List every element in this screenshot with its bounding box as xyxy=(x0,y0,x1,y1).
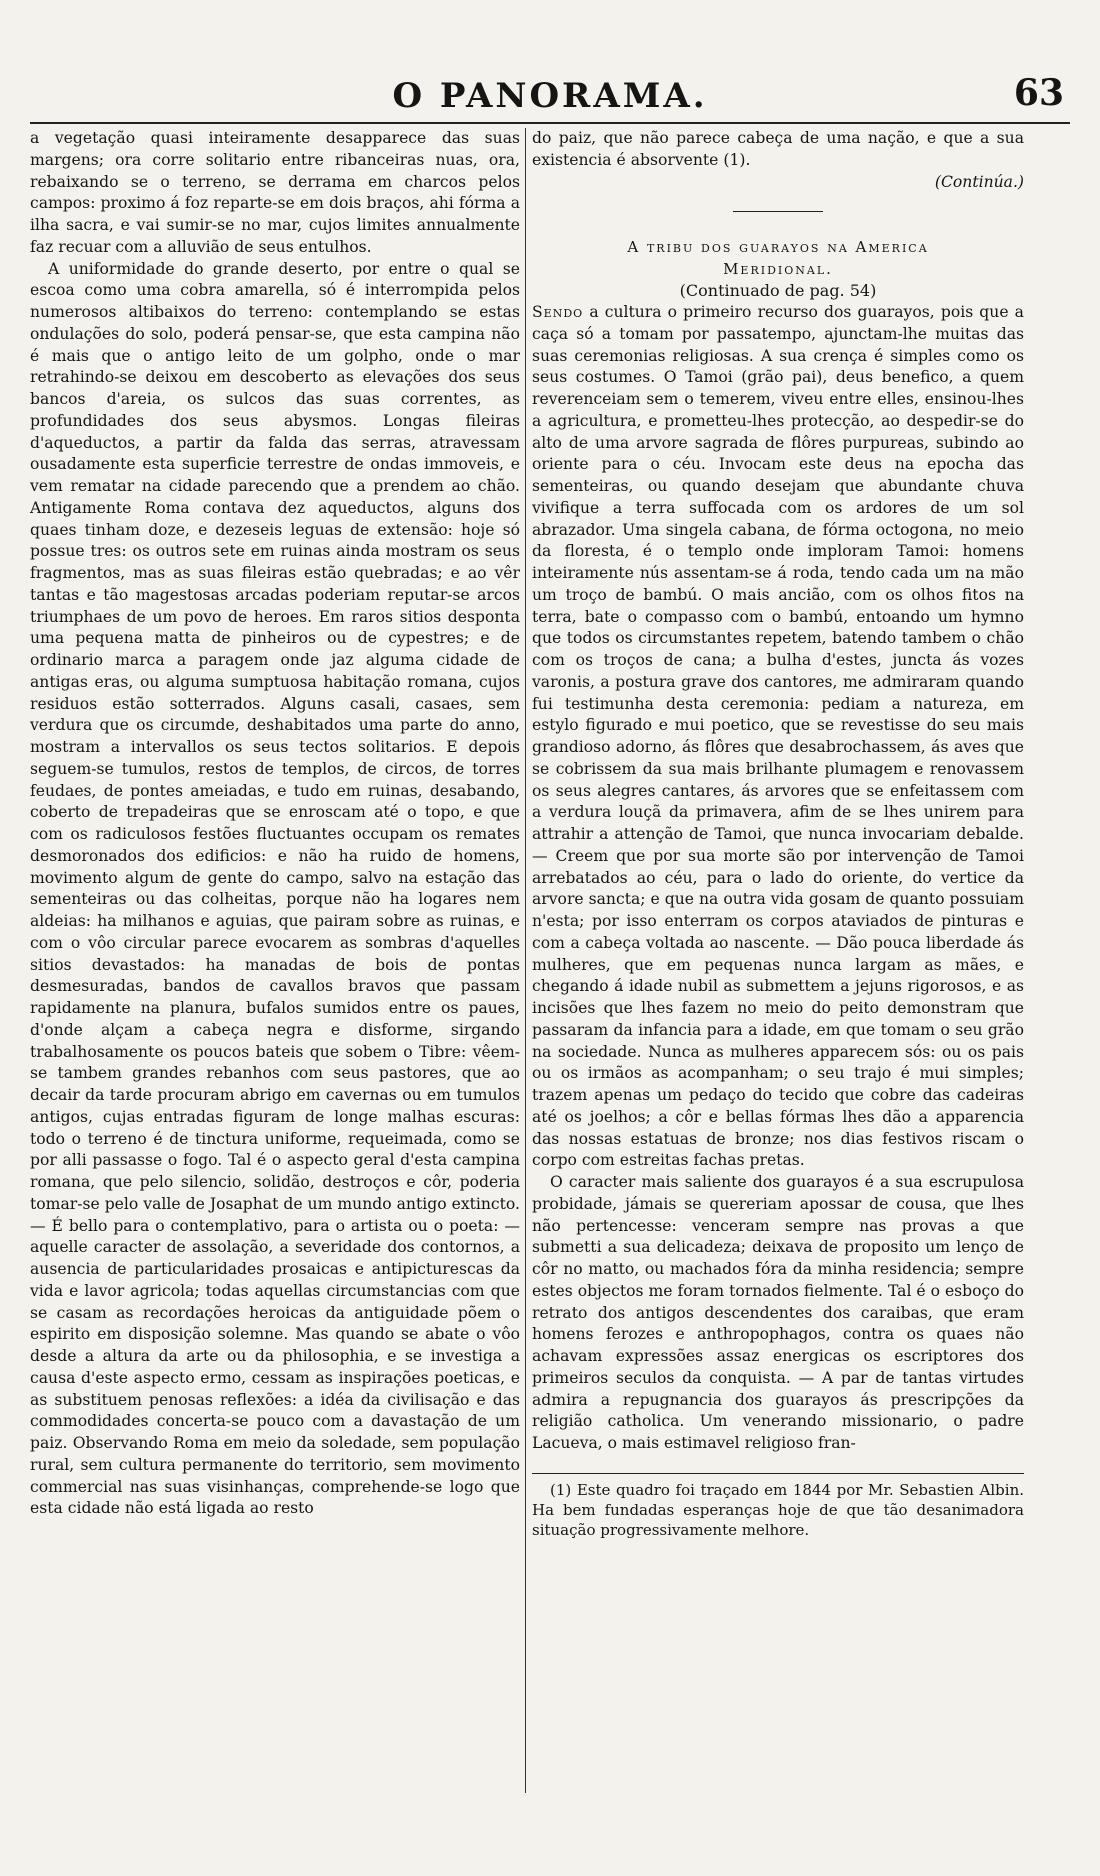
article-paragraph: do paiz, que não parece cabeça de uma nação, e que a sua existencia é absorvente (1). xyxy=(532,129,1024,169)
footnote: (1) Este quadro foi traçado em 1844 por Mr. Sebastien Albin. Ha bem fundadas esperanças hoje de que tão desanimadora situação progressivamente melhore. xyxy=(532,1480,1024,1539)
page-header xyxy=(30,70,1070,120)
article-paragraph: A uniformidade do grande deserto, por entre o qual se escoa como uma cobra amarella, só é interrompida pelos numerosos altibaixos do terreno: contemplando se estas ondulações do solo, poderá pensar-se, que esta campina não é mais que o antigo leito de um golpho, onde o mar retrahindo-se deixou em descoberto as elevações dos seus bancos d'areia, os sulcos das suas correntes, as profundidades dos seus abysmos. Longas fileiras d'aqueductos, a partir da falda das serras, atravessam ousadamente esta superficie terrestre de ondas immoveis, e vem rematar na cidade parecendo que a prendem ao chão. Antigamente Roma contava dez aqueductos, alguns dos quaes tinham doze, e dezeseis leguas de extensão: hoje só possue tres: os outros sete em ruinas ainda mostram os seus fragmentos, mas as suas fileiras estão quebradas; e ao vêr tantas e tão magestosas arcadas poderiam reputar-se arcos triumphaes de um povo de heroes. Em raros sitios desponta uma pequena matta de pinheiros ou de cypestres; e de ordinario marca a paragem onde jaz alguma cidade de antigas eras, ou alguma sumptuosa habitação romana, cujos residuos estão sotterrados. Alguns casali, casaes, sem verdura que os circumde, deshabitados uma parte do anno, mostram a intervallos os seus tectos solitarios. E depois seguem-se tumulos, restos de templos, de circos, de torres feudaes, de pontes ameiadas, e tudo em ruinas, desabando, coberto de trepadeiras que se enroscam até o topo, e que com os radiculosos festões fluctuantes occupam os remates desmoronados dos edificios: e não ha ruido de homens, movimento algum de gente do campo, salvo na estação das sementeiras ou das colheitas, porque não ha logares nem aldeias: ha milhanos e aguias, que pairam sobre as ruinas, e com o vôo circular parece evocarem as sombras d'aquelles sitios devastados: ha manadas de bois de pontas desmesuradas, bandos de cavallos bravos que passam rapidamente na planura, bufalos sumidos entre os paues, d'onde alçam a cabeça negra e disforme, sirgando trabalhosamente os poucos bateis que sobem o Tibre: vêem-se tambem grandes rebanhos com seus pastores, que ao decair da tarde procuram abrigo em cavernas ou em tumulos antigos, cujas entradas figuram de longe malhas escuras: todo o terreno é de tinctura uniforme, requeimada, como se por alli passasse o fogo. Tal é o aspecto geral d'esta campina romana, que pelo silencio, solidão, destroços e côr, poderia tomar-se pelo valle de Josaphat de um mundo antigo extincto. — É bello para o contemplativo, para o artista ou o poeta: — aquelle caracter de assolação, a severidade dos contornos, a ausencia de particularidades prosaicas e antipicturescas da vida e lavor agricola; todas aquellas circumstancias com que se casam as recordações heroicas da antiguidade põem o espirito em disposição solemne. Mas quando se abate o vôo desde a altura da arte ou da philosophia, e se investiga a causa d'este aspecto ermo, cessam as inspirações poeticas, e as substituem penosas reflexões: a idéa da civilisação e das commodidades concerta-se pouco com a davastação de um paiz. Observando Roma em meio da soledade, sem população rural, sem cultura permanente do territorio, sem movimento commercial nas suas visinhanças, comprehende-se logo que esta cidade não está ligada ao resto xyxy=(30,259,520,1518)
right-column xyxy=(532,128,1024,1540)
footnote-rule xyxy=(532,1473,1024,1474)
page-number: 63 xyxy=(1013,72,1064,114)
article-paragraph: a vegetação quasi inteiramente desapparece das suas margens; ora corre solitario entre ribanceiras nuas, ora, rebaixando se o terreno, se derrama em charcos pelos campos: proximo á foz reparte-se em dois braços, ahi fórma a ilha sacra, e vai sumir-se no mar, cujos limites annualmente faz recuar com a alluvião de seus entulhos. xyxy=(30,129,520,256)
left-column xyxy=(30,128,520,1520)
continua-line xyxy=(532,172,1024,194)
article-paragraph: Sendo a cultura o primeiro recurso dos guarayos, pois que a caça só a tomam por passatempo, ajunctam-lhe muitas das suas ceremonias religiosas. A sua crença é simples como os seus costumes. O Tamoi (grão pai), deus benefico, a quem reverenceiam sem o temerem, viveu entre elles, ensinou-lhes a agricultura, e prometteu-lhes protecção, ao despedir-se do alto de uma arvore sagrada de flôres purpureas, subindo ao oriente para o céu. Invocam este deus na epocha das sementeiras, ou quando desejam que abundante chuva vivifique a terra suffocada com os ardores de um sol abrazador. Uma singela cabana, de fórma octogona, no meio da floresta, é o templo onde imploram Tamoi: homens inteiramente nús assentam-se á roda, tendo cada um na mão um troço de bambú. O mais ancião, com os olhos fitos na terra, bate o compasso com o bambú, entoando um hymno que todos os circumstantes repetem, batendo tambem o chão com os troços de cana; a bulha d'estes, juncta ás vozes varonis, a postura grave dos cantores, me admiraram quando fui testimunha desta ceremonia: pediam a natureza, em estylo figurado e mui poetico, que se revestisse do seu mais grandioso adorno, ás flôres que desabrochassem, ás aves que se cobrissem da sua mais brilhante plumagem e renovassem os seus alegres cantares, ás arvores que se enfeitassem com a verdura louçã da primavera, afim de se lhes unirem para attrahir a attenção de Tamoi, que nunca invocariam debalde. — Creem que por sua morte são por intervenção de Tamoi arrebatados ao céu, para o lado do oriente, do vertice da arvore sancta; e que na outra vida gosam de quanto possuiam n'esta; por isso enterram os corpos ataviados de pinturas e com a cabeça voltada ao nascente. — Dão pouca liberdade ás mulheres, que em pequenas nunca largam as mães, e chegando á idade nubil as submettem a jejuns rigorosos, e as incisões que lhes fazem no meio do peito demonstram que passaram da infancia para a idade, em que tomam o seu grão na sociedade. Nunca as mulheres apparecem sós: ou os pais ou os irmãos as acompanham; o seu trajo é mui simples; trazem apenas um pedaço do tecido que cobre das cadeiras até os joelhos; a côr e bellas fórmas lhes dão a apparencia das nossas estatuas de bronze; nos dias festivos riscam o corpo com estreitas fachas pretas. xyxy=(532,303,1024,1170)
section-subtitle: (Continuado de pag. 54) xyxy=(679,281,877,301)
lead-word: Sendo xyxy=(532,303,584,321)
continua-note: (Continúa.) xyxy=(934,172,1024,191)
publication-title: O PANORAMA. xyxy=(392,76,708,116)
article-ending xyxy=(532,128,1024,172)
article-paragraph: O caracter mais saliente dos guarayos é a sua escrupulosa probidade, jámais se quereriam apossar de cousa, que lhes não pertencesse: venceram sempre nas provas a que submetti a sua delicadeza; deixava de proposito um lenço de côr no matto, ou machados fóra da minha residencia; sempre estes objectos me foram tornados fielmente. Tal é o esboço do retrato dos antigos descendentes dos caraibas, que eram homens ferozes e anthropophagos, contra os quaes não achavam expressões assaz energicas os escriptores dos primeiros seculos da conquista. — A par de tantas virtudes admira a repugnancia dos guarayos ás prescripções da religião catholica. Um venerando missionario, o padre Lacueva, o mais estimavel religioso fran- xyxy=(532,1173,1024,1452)
header-rule xyxy=(30,122,1070,124)
section-separator xyxy=(733,211,823,212)
section-title: A tribu dos guarayos na America Meridional. xyxy=(627,238,929,279)
column-divider xyxy=(525,128,526,1793)
